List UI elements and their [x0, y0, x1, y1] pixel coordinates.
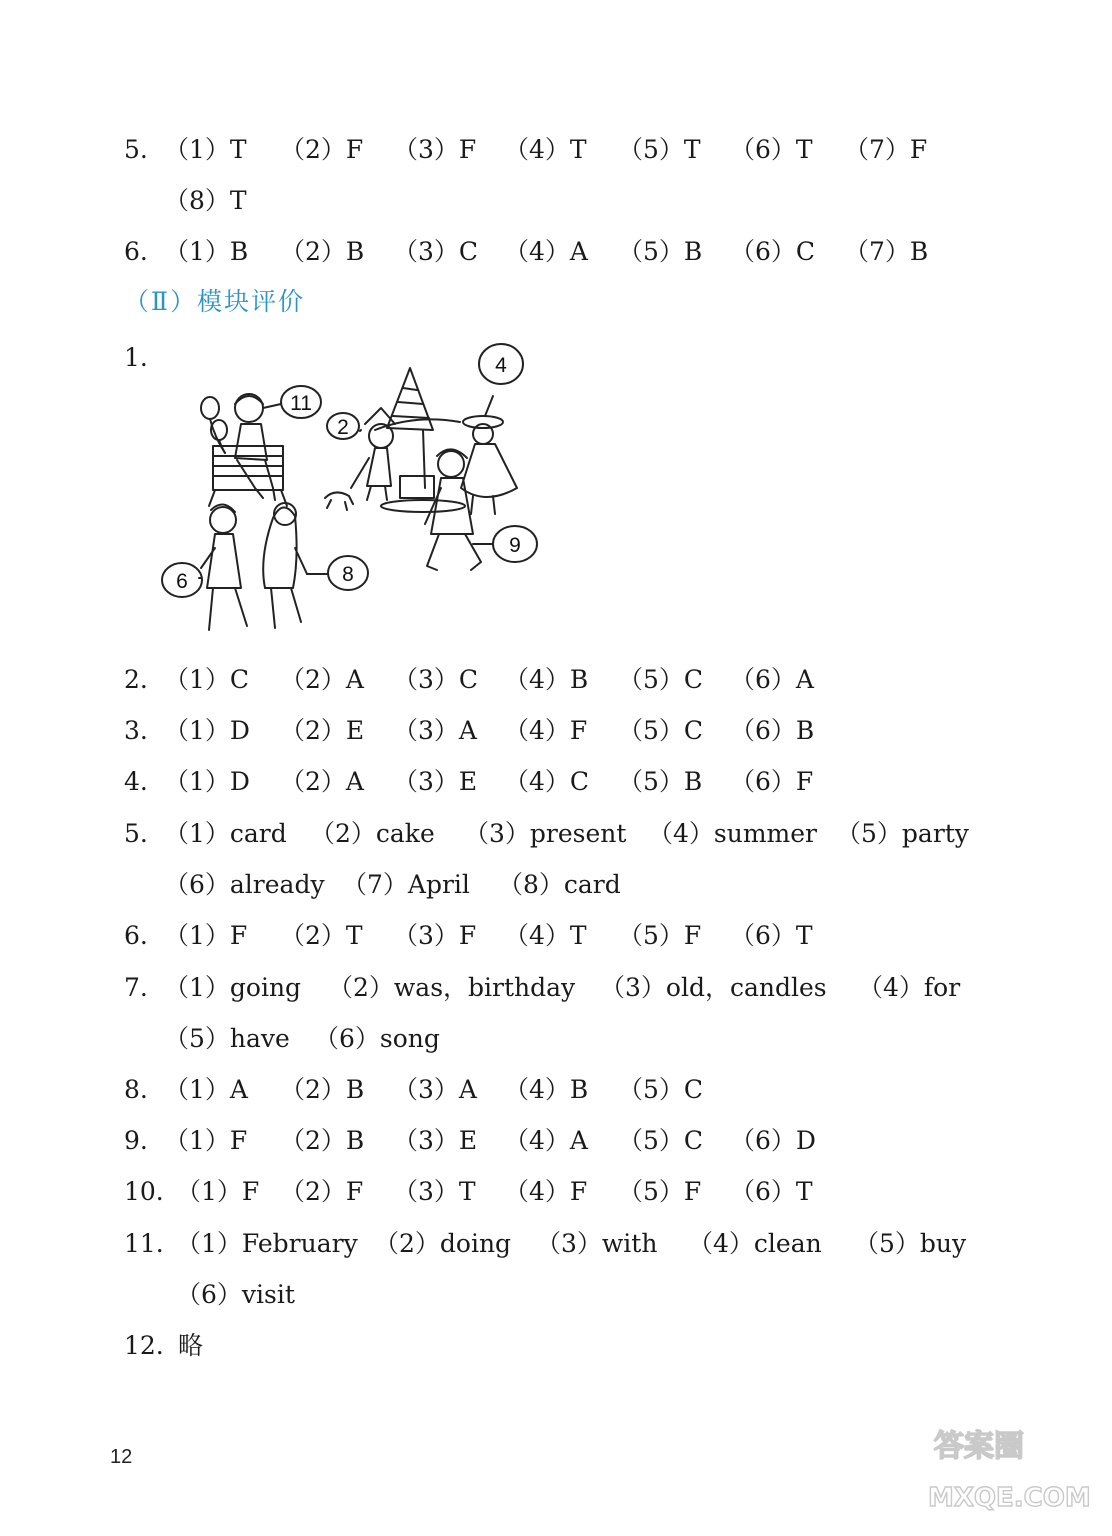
- girl-left-drawing: [201, 504, 247, 630]
- answer-item: （2）doing: [374, 1229, 512, 1258]
- answer-item: （4）clean: [688, 1229, 822, 1258]
- question-number: 5.: [124, 135, 148, 164]
- answer-item: （3）C: [393, 665, 479, 694]
- answer-item: （8）T: [164, 186, 247, 215]
- answer-item: （1）card: [164, 819, 287, 848]
- question-number: 10.: [124, 1177, 164, 1206]
- answer-item: （3）T: [393, 1177, 476, 1206]
- question-number: 6.: [124, 237, 148, 266]
- answer-item: （5）C: [618, 716, 704, 745]
- answer-item: （6）D: [730, 1126, 816, 1155]
- answer-item: （7）F: [844, 135, 928, 164]
- answer-item: （2）E: [280, 716, 365, 745]
- answer-item: （2）F: [280, 1177, 364, 1206]
- answer-item: （1）A: [164, 1075, 248, 1104]
- question-number: 8.: [124, 1075, 148, 1104]
- answer-item: （6）already: [164, 870, 325, 899]
- answer-item: （7）April: [342, 870, 470, 899]
- answer-item: （5）C: [618, 1075, 704, 1104]
- answer-item: （4）summer: [648, 819, 817, 848]
- answer-item: （3）with: [536, 1229, 658, 1258]
- answer-item: （1）F: [164, 1126, 248, 1155]
- answer-item: （5）buy: [854, 1229, 967, 1258]
- callout-line: [263, 404, 281, 408]
- answer-item: （5）T: [618, 135, 701, 164]
- question-number: 7.: [124, 973, 148, 1002]
- answer-item: （5）party: [836, 819, 969, 848]
- question-number: 4.: [124, 767, 148, 796]
- child-with-dog-drawing: [325, 408, 395, 510]
- answer-item: （1）going: [164, 973, 302, 1002]
- page-number: 12: [110, 1446, 133, 1468]
- answer-item: （2）B: [280, 1126, 365, 1155]
- answer-item: （3）E: [393, 1126, 478, 1155]
- answer-item: （1）F: [176, 1177, 260, 1206]
- answer-item: （2）F: [280, 135, 364, 164]
- answer-item: （7）B: [844, 237, 929, 266]
- answer-item: 略: [178, 1331, 204, 1360]
- answer-item: （3）A: [393, 1075, 477, 1104]
- answer-item: （3）F: [393, 921, 477, 950]
- carousel-drawing: [375, 368, 465, 512]
- watermark-logo: [926, 1410, 1106, 1520]
- answer-item: （1）T: [164, 135, 247, 164]
- answer-item: （6）B: [730, 716, 815, 745]
- answer-item: （4）for: [858, 973, 961, 1002]
- balloons-drawing: [201, 397, 227, 453]
- answer-item: （1）D: [164, 767, 250, 796]
- answer-item: （4）F: [504, 1177, 588, 1206]
- answer-item: （5）C: [618, 1126, 704, 1155]
- question-number: 3.: [124, 716, 148, 745]
- answer-item: （3）E: [393, 767, 478, 796]
- answer-item: （3）F: [393, 135, 477, 164]
- answer-item: （6）T: [730, 921, 813, 950]
- answer-item: （2）B: [280, 237, 365, 266]
- question-number: 2.: [124, 665, 148, 694]
- answer-item: （4）A: [504, 237, 588, 266]
- answer-item: （4）A: [504, 1126, 588, 1155]
- question-number: 9.: [124, 1126, 148, 1155]
- answer-item: （2）A: [280, 665, 364, 694]
- answer-item: （5）F: [618, 921, 702, 950]
- answer-item: （6）T: [730, 135, 813, 164]
- answer-item: （8）card: [498, 870, 621, 899]
- answer-item: （2）B: [280, 1075, 365, 1104]
- callout-label: 8: [342, 563, 354, 586]
- answer-item: （4）F: [504, 716, 588, 745]
- answer-item: （3）present: [464, 819, 627, 848]
- answer-item: （4）B: [504, 665, 589, 694]
- answer-item: （4）T: [504, 921, 587, 950]
- answer-item: （5）F: [618, 1177, 702, 1206]
- answer-item: （2）cake: [310, 819, 435, 848]
- answer-item: （6）C: [730, 237, 816, 266]
- long-hair-girl-drawing: [263, 503, 307, 628]
- callout-label: 4: [495, 354, 507, 377]
- callout-label: 2: [337, 416, 349, 439]
- girl-with-hat-drawing: [461, 416, 517, 514]
- answer-item: （6）visit: [176, 1280, 295, 1309]
- answer-item: （2）A: [280, 767, 364, 796]
- question-number: 11.: [124, 1229, 164, 1258]
- watermark-main: 答案圈: [934, 1429, 1024, 1464]
- callout-line: [485, 396, 493, 416]
- answer-item: （2）was，birthday: [328, 973, 576, 1002]
- answer-item: （1）F: [164, 921, 248, 950]
- answer-item: （4）B: [504, 1075, 589, 1104]
- answer-item: （4）C: [504, 767, 590, 796]
- answer-item: （6）song: [314, 1024, 440, 1053]
- answer-item: （5）C: [618, 665, 704, 694]
- answer-item: （1）February: [176, 1229, 358, 1258]
- answer-item: （1）D: [164, 716, 250, 745]
- watermark-sub: MXQE.COM: [928, 1483, 1091, 1513]
- callout-label: 6: [176, 570, 188, 593]
- answer-item: （5）B: [618, 767, 703, 796]
- question-number: 12.: [124, 1331, 164, 1360]
- question-number: 6.: [124, 921, 148, 950]
- illustration-park-scene: [155, 338, 575, 638]
- callout-label: 11: [290, 392, 312, 415]
- answer-item: （5）B: [618, 237, 703, 266]
- answer-item: （4）T: [504, 135, 587, 164]
- answer-item: （6）F: [730, 767, 814, 796]
- answer-item: （5）have: [164, 1024, 290, 1053]
- callout-label: 9: [509, 534, 521, 557]
- answer-item: （3）old，candles: [600, 973, 827, 1002]
- answer-item: （2）T: [280, 921, 363, 950]
- answer-item: （1）B: [164, 237, 249, 266]
- answer-item: （1）C: [164, 665, 250, 694]
- callout-line: [360, 430, 361, 431]
- answer-item: （3）C: [393, 237, 479, 266]
- answer-item: （6）T: [730, 1177, 813, 1206]
- question-number: 5.: [124, 819, 148, 848]
- answer-item: （6）A: [730, 665, 814, 694]
- answer-item: （3）A: [393, 716, 477, 745]
- section-title: （Ⅱ）模块评价: [124, 287, 305, 316]
- question-number: 1.: [124, 343, 148, 372]
